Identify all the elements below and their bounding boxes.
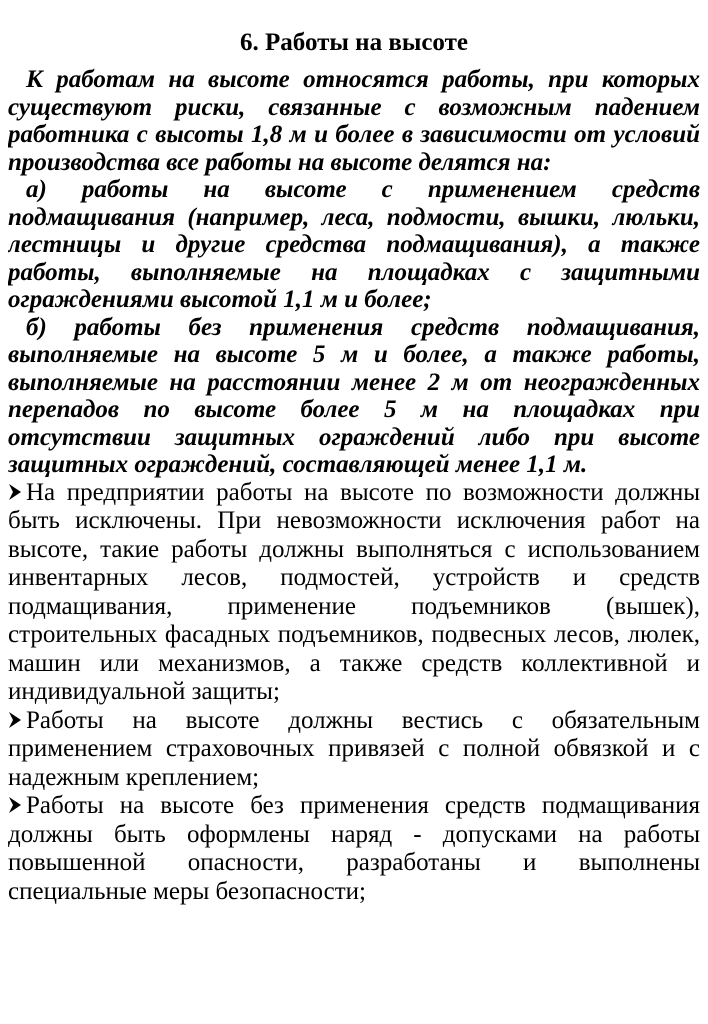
bullet-text: Работы на высоте без применения средств подмащивания должны быть оформлены наряд - допусками на работы повышенной опасности, разработаны и выполнены специальные меры безопасности; bbox=[8, 792, 700, 905]
bullet-item bbox=[8, 479, 700, 707]
arrowhead-bullet-icon bbox=[8, 795, 22, 815]
bullet-text: На предприятии работы на высоте по возможности должны быть исключены. При невозможности исключения работ на высоте, такие работы должны выполняться с использованием инвентарных лесов, подмостей, устройств и средств подмащивания, применение подъемников (вышек), строительных фасадных подъемников, подвесных лесов, люлек, машин или механизмов, а также средств коллективной и индивидуальной защиты; bbox=[8, 478, 700, 705]
bullet-text: Работы на высоте должны вестись с обязательным применением страховочных привязей с полной обвязкой и с надежным креплением; bbox=[8, 706, 700, 791]
intro-paragraph: К работам на высоте относятся работы, при которых существуют риски, связанные с возможным падением работника с высоты 1,8 м и более в зависимости от условий производства все работы на высоте делятся на: bbox=[8, 66, 700, 176]
page-title: 6. Работы на высоте bbox=[240, 29, 468, 56]
list-item-a: а) работы на высоте с применением средств подмащивания (например, леса, подмости, вышки, люльки, лестницы и другие средства подмащивания), а также работы, выполняемые на площадках с защитными ограждениями высотой 1,1 м и более; bbox=[8, 176, 700, 313]
arrowhead-bullet-icon bbox=[8, 482, 22, 502]
bullet-item bbox=[8, 707, 700, 793]
bullet-item bbox=[8, 792, 700, 906]
list-item-b: б) работы без применения средств подмащивания, выполняемые на высоте 5 м и более, а также работы, выполняемые на расстоянии менее 2 м от неогражденных перепадов по высоте более 5 м на площадках при отсутствии защитных ограждений либо при высоте защитных ограждений, составляющей менее 1,1 м. bbox=[8, 313, 700, 478]
arrowhead-bullet-icon bbox=[8, 710, 22, 730]
document-page bbox=[8, 0, 700, 1024]
